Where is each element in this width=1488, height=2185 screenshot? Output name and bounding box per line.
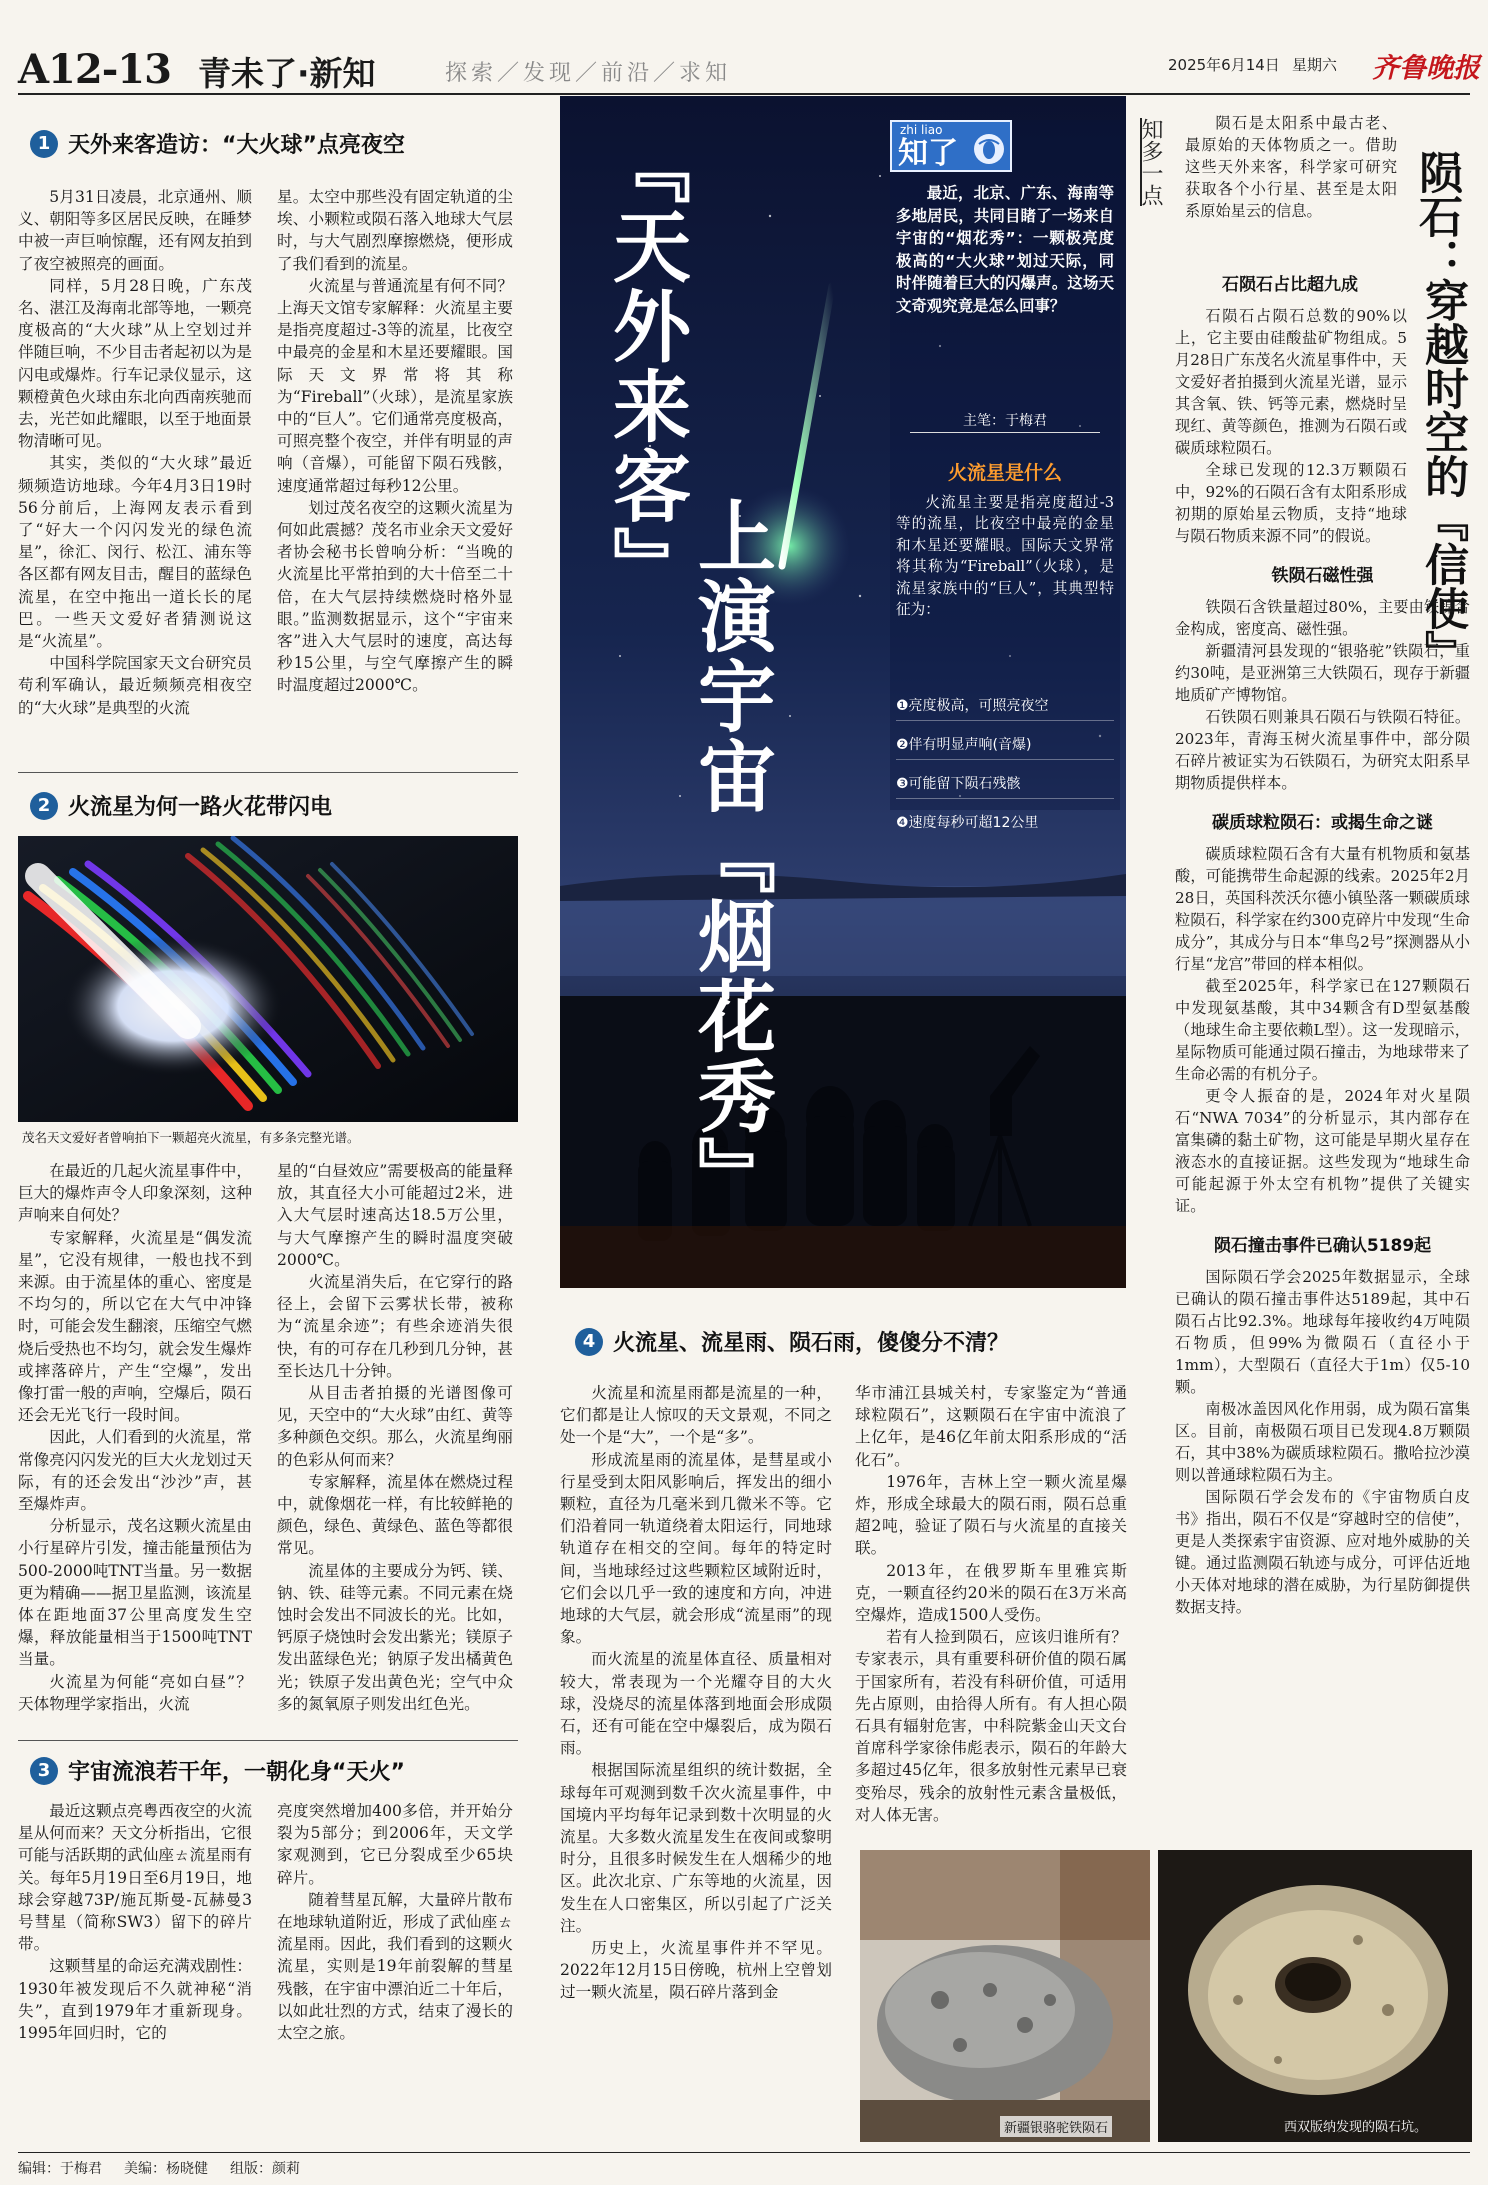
paragraph: 随着彗星瓦解，大量碎片散布在地球轨道附近，形成了武仙座ㄊ流星雨。因此，我们看到的这颗火流星，实则是19年前裂解的彗星残骸，在宇宙中漂泊近二十年后，以如此壮烈的方式，结束了漫长的太空之旅。 [277, 1890, 513, 2043]
side-block-body [1175, 843, 1470, 1217]
paragraph: 火流星与普通流星有何不同？上海天文馆专家解释：火流星主要是指亮度超过-3等的流星，比夜空中最亮的金星和木星还要耀眼。国际天文界常将其称为“Fireball”（火球），是流星家族中的“巨人”。它们通常亮度极高，可照亮整个夜空，并伴有明显的声响（音爆），可能留下陨石残骸，速度通常超过每秒12公里。 [277, 276, 513, 495]
side-title-1: 陨石： [1411, 150, 1462, 282]
paragraph: 若有人捡到陨石，应该归谁所有？专家表示，具有重要科研价值的陨石属于国家所有，若没有科研价值，可适用先占原则，由拾得人所有。有人担心陨石具有辐射危害，中科院紫金山天文台首席科学家徐伟彪表示，陨石的年龄大多超过45亿年，很多放射性元素早已衰变殆尽，残余的放射性元素含量极低，对人体无害。 [855, 1628, 1127, 1824]
side-intro: 陨石是太阳系中最古老、最原始的天体物质之一。借助这些天外来客，科学家可研究获取各个小行星、甚至是太阳系原始星云的信息。 [1185, 114, 1397, 220]
paragraph: 全球已发现的12.3万颗陨石中，92%的石陨石含有太阳系形成初期的原始星云物质，支持“地球与陨石物质来源不同”的假说。 [1175, 461, 1407, 545]
main-title-line-1: 『天外来客』 [600, 126, 691, 606]
paragraph: 火流星消失后，在它穿行的路径上，会留下云雾状长带，被称为“流星余迹”；有些余迹消失很快，有的可存在几秒到几分钟，甚至长达几十分钟。 [277, 1273, 513, 1380]
feature-list [896, 690, 1114, 837]
paragraph: 国际陨石学会2025年数据显示，全球已确认的陨石撞击事件达5189起，其中石陨石占比92.3%。地球每年接收约4万吨陨石物质，但99%为微陨石（直径小于1mm），大型陨石（直径大于1m）仅5-10颗。 [1175, 1268, 1470, 1396]
header-rule [18, 93, 1470, 95]
zhiliao-title: 知了 [898, 136, 958, 171]
section-tags: 探索／发现／前沿／求知 [445, 61, 732, 86]
section-4-column-1 [560, 1382, 832, 2140]
main-title-line-2: 上演宇宙『烟花秀』 [685, 496, 776, 1216]
paragraph: 碳质球粒陨石含有大量有机物质和氨基酸，可能携带生命起源的线索。2025年2月28日，英国科茨沃尔德小镇坠落一颗碳质球粒陨石，科学家在约300克碎片中发现“生命成分”，其成分与日本“隼鸟2号”探测器从小行星“龙宫”带回的样本相似。 [1175, 845, 1470, 973]
spectrum-photo-art [18, 836, 518, 1122]
paragraph: 1976年，吉林上空一颗火流星爆炸，形成全球最大的陨石雨，陨石总重超2吨，验证了陨石与火流星的直接关联。 [855, 1472, 1127, 1558]
paragraph: 划过茂名夜空的这颗火流星为何如此震撼？茂名市业余天文爱好者协会秘书长曾响分析：“当晚的火流星比平常拍到的大十倍至二十倍，在大气层持续燃烧时格外显眼。”监测数据显示，这个“宇宙来客”进入大气层时的速度，高达每秒15公里，与空气摩擦产生的瞬时温度超过2000℃。 [277, 498, 513, 695]
iron-meteorite-caption: 新疆银骆驼铁陨石 [1000, 2116, 1112, 2137]
side-title-2: 穿越时空的『信使』 [1417, 278, 1468, 674]
section-3-title [30, 1755, 405, 1786]
paragraph: 更令人振奋的是，2024年对火星陨石“NWA 7034”的分析显示，其内部存在富集磷的黏土矿物，这可能是早期火星存在液态水的直接证据。这些发现为“地球生命可能起源于外太空有机物”提供了关键实证。 [1175, 1087, 1470, 1215]
footer-rule [18, 2152, 1470, 2153]
paragraph: 分析显示，茂名这颗火流星由小行星碎片引发，撞击能量预估为500-2000吨TNT当量。另一数据更为精确——据卫星监测，该流星体在距地面37公里高度发生空爆，释放能量相当于1500吨TNT当量。 [18, 1517, 252, 1669]
editor-credit: 编辑：于梅君 [18, 2161, 102, 2177]
paragraph: 2013年，在俄罗斯车里雅宾斯克，一颗直径约20米的陨石在3万米高空爆炸，造成1500人受伤。 [855, 1561, 1127, 1625]
section-name: 青未了·新知 [198, 54, 376, 93]
paragraph: 截至2025年，科学家已在127颗陨石中发现氨基酸，其中34颗含有D型氨基酸（地球生命主要依赖L型）。这一发现暗示，星际物质可能通过陨石撞击，为地球带来了生命必需的有机分子。 [1175, 977, 1470, 1083]
paragraph: 因此，人们看到的火流星，常常像亮闪闪发光的巨大火龙划过天际，有的还会发出“沙沙”声，甚至爆炸声。 [18, 1428, 252, 1514]
section-3-column-2 [277, 1800, 513, 2145]
section-number-badge: 3 [30, 1757, 58, 1785]
paragraph: 石铁陨石则兼具石陨石与铁陨石特征。2023年，青海玉树火流星事件中，部分陨石碎片被证实为石铁陨石，为研究太阳系早期物质提供样本。 [1175, 708, 1470, 792]
side-block-body [1175, 1266, 1470, 1618]
zhiliao-host: 主笔：于梅君 [910, 410, 1100, 433]
paragraph: 形成流星雨的流星体，是彗星或小行星受到太阳风影响后，挥发出的细小颗粒，直径为几毫米到几微米不等。它们沿着同一轨道绕着太阳运行，同地球轨道存在相交的空间。每年的特定时间，当地球经过这些颗粒区域附近时，它们会以几乎一致的速度和方向，冲进地球的大气层，就会形成“流星雨”的现象。 [560, 1450, 832, 1647]
side-block-body [1175, 305, 1407, 547]
side-block-title: 铁陨石磁性强 [1271, 566, 1374, 586]
section-3-column-1 [18, 1800, 252, 2145]
feature-item: ❷伴有明显声响(音爆) [896, 729, 1114, 760]
section-number-badge: 4 [575, 1328, 603, 1356]
section-number-badge: 2 [30, 792, 58, 820]
iron-meteorite-photo [860, 1850, 1150, 2142]
zhiliao-pinyin: zhi liao [900, 123, 943, 137]
paragraph: 从目击者拍摄的光谱图像可见，天空中的“大火球”由红、黄等多种颜色交织。那么，火流星绚丽的色彩从何而来？ [277, 1384, 513, 1469]
page-footer [18, 2158, 300, 2178]
paragraph: 同样，5月28日晚，广东茂名、湛江及海南北部等地，一颗亮度极高的“大火球”从上空划过并伴随巨响，不少目击者起初以为是闪电或爆炸。行车记录仪显示，这颗橙黄色火球由东北向西南疾驰而去，光芒如此耀眼，以至于地面景物清晰可见。 [18, 276, 252, 451]
cicada-icon [974, 134, 1004, 164]
hero-night-sky-photo [560, 96, 1126, 1288]
newspaper-logo: 齐鲁晚报 [1372, 53, 1480, 84]
paragraph: 流星体的主要成分为钙、镁、钠、铁、硅等元素。不同元素在烧蚀时会发出不同波长的光。比如，钙原子烧蚀时会发出紫光；镁原子发出蓝绿色光；钠原子发出橘黄色光；铁原子发出黄色光；空气中众多的氮氧原子则发出红色光。 [277, 1561, 513, 1713]
paragraph: 国际陨石学会发布的《宇宙物质白皮书》指出，陨石不仅是“穿越时空的信使”，更是人类探索宇宙资源、应对地外威胁的关键。通过监测陨石轨迹与成分，可评估近地小天体对地球的潜在威胁，为行星防御提供数据支持。 [1175, 1488, 1470, 1616]
side-block-title: 石陨石占比超九成 [1222, 275, 1358, 295]
paragraph: 铁陨石含铁量超过80%，主要由铁镍合金构成，密度高、磁性强。 [1175, 598, 1470, 638]
side-column-label [1140, 118, 1166, 206]
paragraph: 这颗彗星的命运充满戏剧性：1930年被发现后不久就神秘“消失”，直到1979年才重新现身。1995年回归时，它的 [18, 1957, 252, 2043]
paragraph: 根据国际流星组织的统计数据，全球每年可观测到数千次火流星事件，中国境内平均每年记录到数十次明显的火流星。大多数火流星发生在夜间或黎明时分，且很多时候发生在人烟稀少的地区。此次北京、广东等地的火流星，因发生在人口密集区，所以引起了广泛关注。 [560, 1761, 832, 1935]
side-block-title: 陨石撞击事件已确认5189起 [1213, 1236, 1432, 1256]
feature-item: ❶亮度极高，可照亮夜空 [896, 690, 1114, 721]
side-block-body [1175, 596, 1470, 794]
divider [18, 772, 518, 773]
fireball-box-title: 火流星是什么 [947, 462, 1062, 484]
paragraph: 最近这颗点亮粤西夜空的火流星从何而来？天文分析指出，它很可能与活跃期的武仙座ㄊ流星雨有关。每年5月19日至6月19日，地球会穿越73P/施瓦斯曼-瓦赫曼3号彗星（简称SW3）留下的碎片带。 [18, 1802, 252, 1954]
section-4-column-2 [855, 1382, 1127, 1837]
section-2-column-1 [18, 1160, 252, 1735]
art-editor-credit: 美编：杨晓健 [124, 2161, 208, 2177]
paragraph: 5月31日凌晨，北京通州、顺义、朝阳等多区居民反映，在睡梦中被一声巨响惊醒，还有网友拍到了夜空被照亮的画面。 [18, 188, 252, 273]
paragraph: 专家解释，火流星是“偶发流星”，它没有规律，一般也找不到来源。由于流星体的重心、密度是不均匀的，所以它在大气中冲锋时，可能会发生翻滚，压缩空气燃烧后受热也不均匀，就会发生爆炸或摔落碎片，产生“空爆”，发出像打雷一般的声响，空爆后，陨石还会无光飞行一段时间。 [18, 1228, 252, 1425]
divider [18, 1740, 518, 1741]
iron-meteorite-art [860, 1850, 1150, 2142]
paragraph: 石陨石占陨石总数的90%以上，它主要由硅酸盐矿物组成。5月28日广东茂名火流星事件中，天文爱好者拍摄到火流星光谱，显示其含氧、铁、钙等元素，燃烧时呈现红、黄等颜色，推测为石陨石或碳质球粒陨石。 [1175, 307, 1407, 457]
paragraph: 专家解释，流星体在燃烧过程中，就像烟花一样，有比较鲜艳的颜色，绿色、黄绿色、蓝色等都很常见。 [277, 1472, 513, 1558]
paragraph: 新疆清河县发现的“银骆驼”铁陨石，重约30吨，是亚洲第三大铁陨石，现存于新疆地质矿产博物馆。 [1175, 642, 1470, 704]
paragraph: 在最近的几起火流星事件中，巨大的爆炸声令人印象深刻，这种声响来自何处？ [18, 1162, 252, 1225]
paragraph: 其实，类似的“大火球”最近频频造访地球。今年4月3日19时56分前后，上海网友表示看到了“好大一个闪闪发光的绿色流星”，徐汇、闵行、松江、浦东等各区都有网友目击，醒目的蓝绿色流星，在空中拖出一道长长的尾巴。一些天文爱好者猜测说这是“火流星”。 [18, 454, 252, 651]
paragraph: 而火流星的流星体直径、质量相对较大，常表现为一个光耀夺目的大火球，没烧尽的流星体落到地面会形成陨石，还有可能在空中爆裂后，成为陨石雨。 [560, 1650, 832, 1758]
paragraph: 南极冰盖因风化作用弱，成为陨石富集区。目前，南极陨石项目已发现4.8万颗陨石，其中38%为碳质球粒陨石。撒哈拉沙漠则以普通球粒陨石为主。 [1175, 1400, 1470, 1484]
issue-weekday: 星期六 [1292, 56, 1338, 74]
paragraph: 华市浦江县城关村，专家鉴定为“普通球粒陨石”，这颗陨石在宇宙中流浪了上亿年，是46亿年前太阳系形成的“活化石”。 [855, 1384, 1127, 1469]
zhiliao-logo [890, 120, 1012, 172]
section-2-column-2 [277, 1160, 513, 1735]
issue-date: 2025年6月14日 [1168, 56, 1280, 74]
paragraph: 星。太空中那些没有固定轨道的尘埃、小颗粒或陨石落入地球大气层时，与大气剧烈摩擦燃烧，便形成了我们看到的流星。 [277, 188, 513, 273]
feature-item: ❸可能留下陨石残骸 [896, 768, 1114, 799]
fireball-box-text: 火流星主要是指亮度超过-3等的流星，比夜空中最亮的金星和木星还要耀眼。国际天文界常将其称为“Fireball”（火球），是流星家族中的“巨人”，其典型特征为： [896, 494, 1114, 619]
section-number-badge: 1 [30, 130, 58, 158]
column-label-text: 知多一点 [1138, 118, 1163, 206]
spectrum-photo-caption: 茂名天文爱好者曾响拍下一颗超亮火流星，有多条完整光谱。 [22, 1130, 360, 1145]
meteorite-crater-art [1158, 1850, 1472, 2142]
meteorite-crater-photo [1158, 1850, 1472, 2142]
zhiliao-intro: 最近，北京、广东、海南等多地居民，共同目睹了一场来自宇宙的“烟花秀”：一颗极亮度极高的“大火球”划过天际，同时伴随着巨大的闪爆声。这场天文奇观究竟是怎么回事？ [896, 184, 1114, 315]
section-1-column-2 [277, 186, 513, 766]
section-4-title [575, 1326, 1009, 1357]
section-1-title [30, 128, 405, 159]
section-heading: 火流星、流星雨、陨石雨，傻傻分不清？ [613, 1331, 1010, 1356]
paragraph: 火流星和流星雨都是流星的一种，它们都是让人惊叹的天文景观，不同之处一个是“大”，一个是“多”。 [560, 1384, 832, 1447]
section-2-title [30, 790, 332, 821]
section-heading: 宇宙流浪若干年，一朝化身“天火” [68, 1760, 405, 1785]
crater-caption: 西双版纳发现的陨石坑。 [1284, 2120, 1428, 2135]
paragraph: 历史上，火流星事件并不罕见。2022年12月15日傍晚，杭州上空曾划过一颗火流星，陨石碎片落到金 [560, 1939, 832, 2002]
section-heading: 天外来客造访：“大火球”点亮夜空 [68, 133, 405, 158]
zhiliao-panel [890, 120, 1120, 831]
paragraph: 中国科学院国家天文台研究员苟利军确认，最近频频亮相夜空的“大火球”是典型的火流 [18, 654, 252, 717]
page-number: A12-13 [18, 46, 171, 93]
paragraph: 星的“白昼效应”需要极高的能量释放，其直径大小可能超过2米，进入大气层时速高达18.5万公里，与大气摩擦产生的瞬时温度突破2000℃。 [277, 1162, 513, 1269]
side-block-title: 碳质球粒陨石：或揭生命之谜 [1212, 813, 1433, 833]
paragraph: 亮度突然增加400多倍，并开始分裂为5部分；到2006年，天文学家观测到，它已分裂成至少65块碎片。 [277, 1802, 513, 1887]
page-header [0, 0, 1488, 96]
side-articles [1175, 270, 1470, 1618]
feature-item: ❹速度每秒可超12公里 [896, 815, 1039, 831]
layout-editor-credit: 组版：颜莉 [230, 2161, 300, 2177]
section-heading: 火流星为何一路火花带闪电 [68, 795, 333, 820]
paragraph: 火流星为何能“亮如白昼”？天体物理学家指出，火流 [18, 1672, 252, 1713]
section-1-column-1 [18, 186, 252, 766]
fireball-spectrum-photo [18, 836, 518, 1122]
